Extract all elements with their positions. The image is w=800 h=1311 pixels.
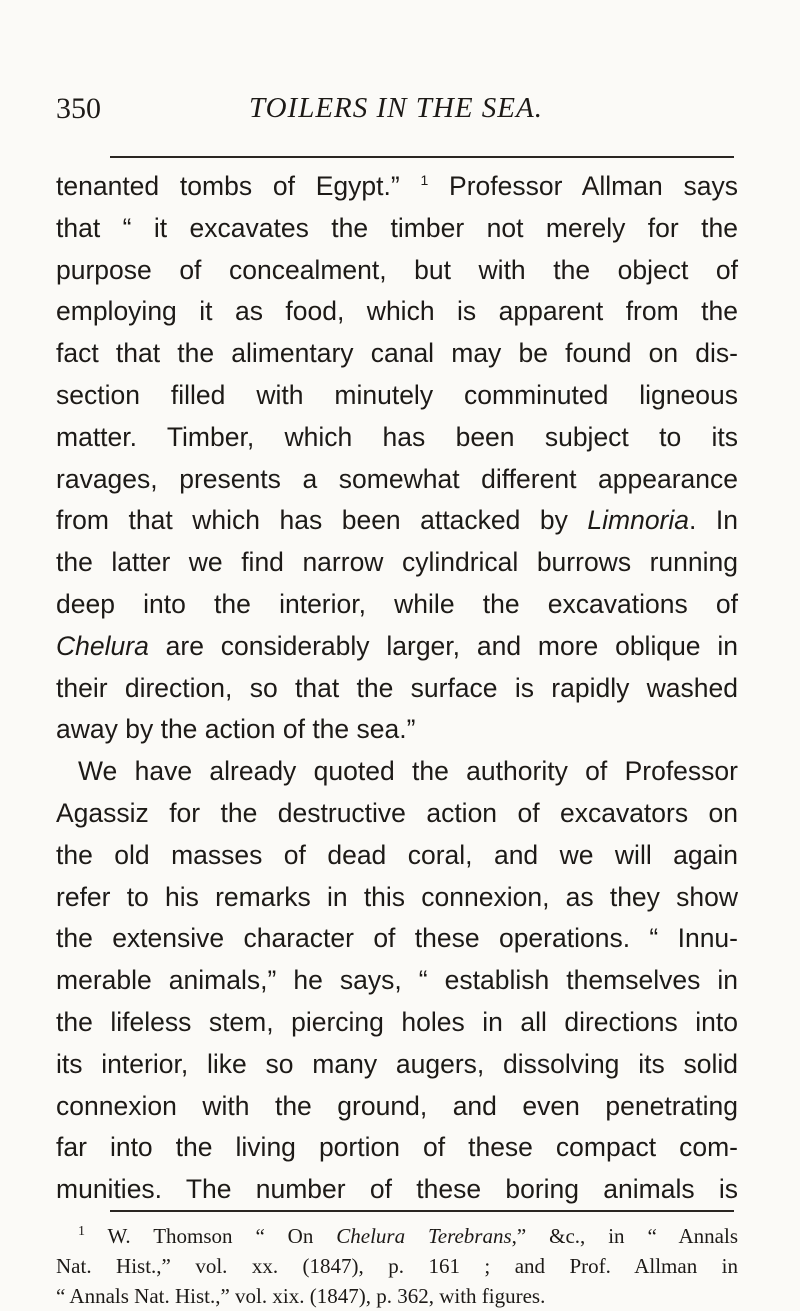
- text-line: the latter we find narrow cylindrical burrows running: [56, 547, 738, 578]
- text-line: their direction, so that the surface is rapidly washed: [56, 672, 738, 703]
- text-line: connexion with the ground, and even penetrating: [56, 1090, 738, 1121]
- body-text: [56, 166, 738, 1211]
- text-line: that “ it excavates the timber not merely for the: [56, 212, 738, 243]
- header-rule: [110, 156, 734, 158]
- footnote-line: “ Annals Nat. Hist.,” vol. xix. (1847), p. 362, with figures.: [56, 1284, 546, 1308]
- text-line: section filled with minutely comminuted ligneous: [56, 379, 738, 410]
- footnote-line: Nat. Hist.,” vol. xx. (1847), p. 161 ; and Prof. Allman in: [56, 1254, 738, 1278]
- text-line: far into the living portion of these compact com-: [56, 1132, 738, 1163]
- text-line: We have already quoted the authority of Professor: [78, 756, 738, 787]
- running-title: TOILERS IN THE SEA.: [249, 92, 543, 124]
- footnotes: [56, 1221, 738, 1311]
- text-line: tenanted tombs of Egypt.” $^1$ Professor Allman says: [56, 171, 738, 201]
- text-line: the lifeless stem, piercing holes in all directions into: [56, 1006, 738, 1037]
- text-line: from that which has been attacked by Limnoria. In: [56, 505, 738, 536]
- text-line: merable animals,” he says, “ establish themselves in: [56, 965, 738, 996]
- page-number: 350: [56, 92, 101, 125]
- text-line: munities. The number of these boring animals is: [56, 1174, 738, 1205]
- page-header: [56, 92, 736, 136]
- text-line: Agassiz for the destructive action of excavators on: [56, 797, 738, 828]
- text-line: fact that the alimentary canal may be found on dis-: [56, 338, 738, 369]
- text-line: deep into the interior, while the excavations of: [56, 588, 738, 619]
- text-line: refer to his remarks in this connexion, as they show: [56, 881, 738, 912]
- text-line: the extensive character of these operations. “ Innu-: [56, 923, 738, 954]
- text-line: away by the action of the sea.”: [56, 714, 416, 745]
- text-line: purpose of concealment, but with the object of: [56, 254, 738, 285]
- text-line: ravages, presents a somewhat different appearance: [56, 463, 738, 494]
- text-line: the old masses of dead coral, and we will again: [56, 839, 738, 870]
- text-line: Chelura are considerably larger, and more oblique in: [56, 630, 738, 661]
- text-line: its interior, like so many augers, dissolving its solid: [56, 1048, 738, 1079]
- text-line: employing it as food, which is apparent from the: [56, 296, 738, 327]
- footnote-rule: [110, 1210, 734, 1212]
- footnote-line: $^1$ W. Thomson “ On Chelura Terebrans,” &c., in “ Annals: [78, 1224, 739, 1248]
- text-line: matter. Timber, which has been subject to its: [56, 421, 738, 452]
